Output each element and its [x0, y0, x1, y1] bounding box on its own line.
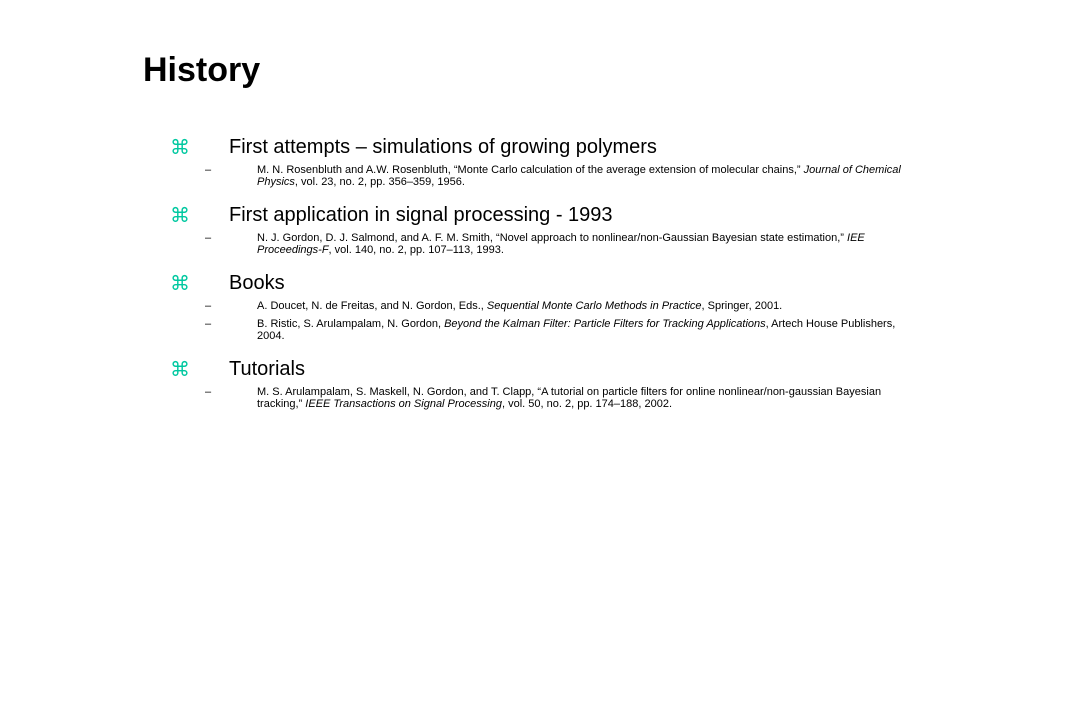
- section-signal-processing: [0, 198, 1080, 256]
- dash-bullet: –: [205, 232, 212, 244]
- bullet-item: [0, 130, 1080, 164]
- section-books: [0, 266, 1080, 342]
- bullet-item: [0, 266, 1080, 300]
- reference-item: [0, 300, 1080, 312]
- bullet-heading: Books: [229, 272, 285, 294]
- reference-item: [0, 318, 1080, 342]
- reference-text: M. N. Rosenbluth and A.W. Rosenbluth, “Monte Carlo calculation of the average extension of molecular chains,” Journal of Chemical Physics, vol. 23, no. 2, pp. 356–359, 1956.: [257, 164, 901, 188]
- command-bullet-icon: ⌘: [170, 135, 190, 159]
- bullet-item: [0, 352, 1080, 386]
- reference-text: B. Ristic, S. Arulampalam, N. Gordon, Beyond the Kalman Filter: Particle Filters for Tracking Applications, Artech House Publishers, 2004.: [257, 318, 896, 342]
- reference-text: N. J. Gordon, D. J. Salmond, and A. F. M. Smith, “Novel approach to nonlinear/non-Gaussian Bayesian state estimation,” IEE Proceedings-F, vol. 140, no. 2, pp. 107–113, 1993.: [257, 232, 865, 256]
- reference-text: M. S. Arulampalam, S. Maskell, N. Gordon, and T. Clapp, “A tutorial on particle filters for online nonlinear/non-gaussian Bayesian tracking,” IEEE Transactions on Signal Processing, vol. 50, no. 2, pp. 174–188, 2002.: [257, 386, 882, 410]
- slide-title: History: [143, 51, 261, 89]
- bullet-heading: First application in signal processing - 1993: [229, 204, 613, 226]
- bullet-heading: Tutorials: [229, 358, 305, 380]
- dash-bullet: –: [205, 318, 212, 330]
- dash-bullet: –: [205, 164, 212, 176]
- bullet-heading: First attempts – simulations of growing polymers: [229, 136, 657, 158]
- reference-item: [0, 386, 1080, 410]
- bullet-list: [0, 130, 1080, 416]
- section-tutorials: [0, 352, 1080, 410]
- section-first-attempts: [0, 130, 1080, 188]
- command-bullet-icon: ⌘: [170, 357, 190, 381]
- dash-bullet: –: [205, 300, 212, 312]
- reference-item: [0, 232, 1080, 256]
- reference-item: [0, 164, 1080, 188]
- reference-text: A. Doucet, N. de Freitas, and N. Gordon, Eds., Sequential Monte Carlo Methods in Practice, Springer, 2001.: [257, 300, 783, 312]
- command-bullet-icon: ⌘: [170, 271, 190, 295]
- command-bullet-icon: ⌘: [170, 203, 190, 227]
- dash-bullet: –: [205, 386, 212, 398]
- bullet-item: [0, 198, 1080, 232]
